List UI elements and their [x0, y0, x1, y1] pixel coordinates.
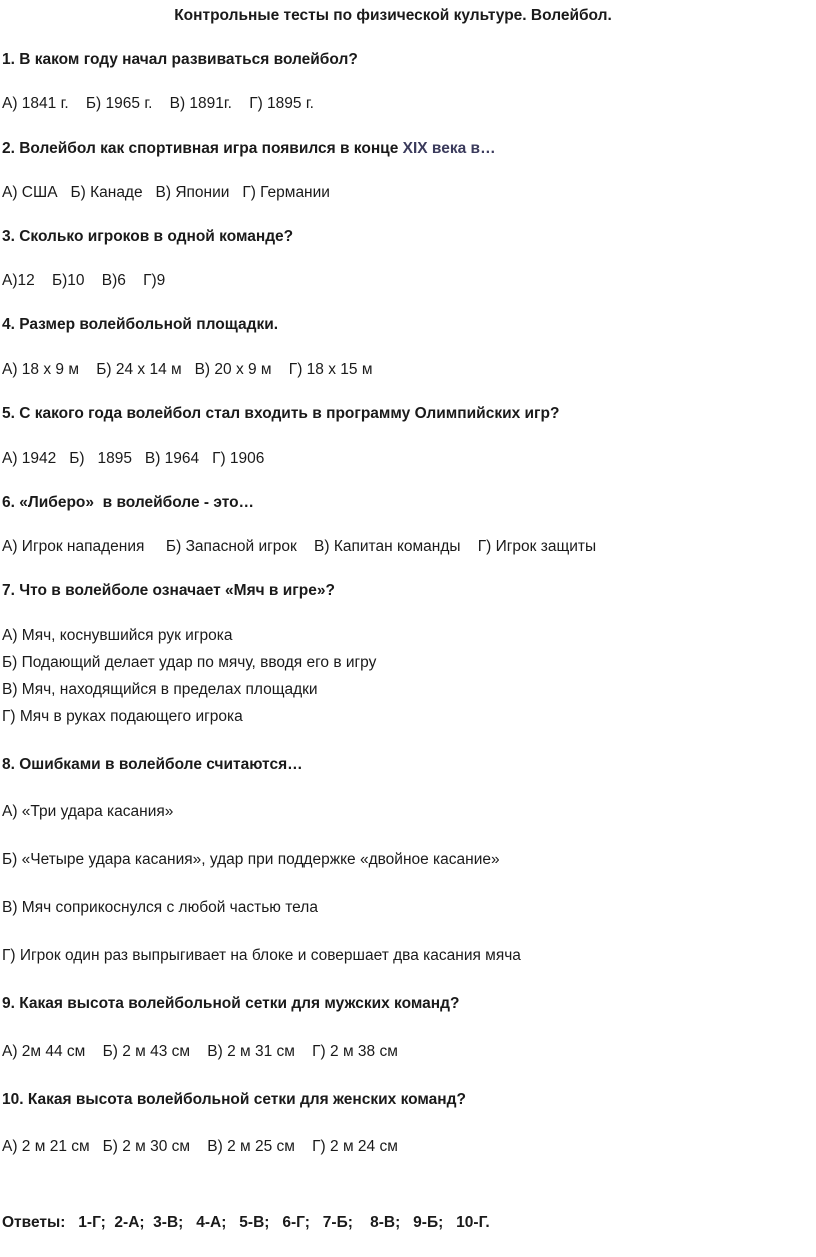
answers-3: А)12 Б)10 В)6 Г)9: [2, 272, 166, 289]
answer-8c: В) Мяч соприкоснулся с любой частью тела: [2, 899, 318, 916]
answers-5: А) 1942 Б) 1895 В) 1964 Г) 1906: [2, 450, 265, 467]
answer-8d: Г) Игрок один раз выпрыгивает на блоке и совершает два касания мяча: [2, 947, 521, 964]
answers-2: А) США Б) Канаде В) Японии Г) Германии: [2, 184, 330, 201]
question-3: 3. Сколько игроков в одной команде?: [2, 228, 294, 245]
answers-1: А) 1841 г. Б) 1965 г. В) 1891г. Г) 1895 г.: [2, 95, 314, 112]
answer-8a: А) «Три удара касания»: [2, 803, 174, 820]
question-8: 8. Ошибками в волейболе считаются…: [2, 756, 303, 773]
question-4: 4. Размер волейбольной площадки.: [2, 316, 279, 333]
answer-7c: В) Мяч, находящийся в пределах площадки: [2, 681, 318, 698]
question-10: 10. Какая высота волейбольной сетки для женских команд?: [2, 1091, 466, 1108]
answer-7b: Б) Подающий делает удар по мячу, вводя его в игру: [2, 654, 377, 671]
question-7: 7. Что в волейболе означает «Мяч в игре»?: [2, 582, 335, 599]
answers-10: А) 2 м 21 см Б) 2 м 30 см В) 2 м 25 см Г) 2 м 24 см: [2, 1138, 398, 1155]
answers-4: А) 18 х 9 м Б) 24 х 14 м В) 20 х 9 м Г) 18 х 15 м: [2, 361, 373, 378]
question-5: 5. С какого года волейбол стал входить в программу Олимпийских игр?: [2, 405, 560, 422]
question-2-highlight: XIX века в…: [402, 140, 496, 157]
question-9: 9. Какая высота волейбольной сетки для мужских команд?: [2, 995, 460, 1012]
answer-7a: А) Мяч, коснувшийся рук игрока: [2, 627, 233, 644]
answers-9: А) 2м 44 см Б) 2 м 43 см В) 2 м 31 см Г) 2 м 38 см: [2, 1043, 398, 1060]
answer-key: Ответы: 1-Г; 2-А; 3-В; 4-А; 5-В; 6-Г; 7-Б; 8-В; 9-Б; 10-Г.: [2, 1214, 490, 1231]
question-2-text: 2. Волейбол как спортивная игра появился в конце: [2, 140, 403, 157]
answer-8b: Б) «Четыре удара касания», удар при поддержке «двойное касание»: [2, 851, 500, 868]
document-title: Контрольные тесты по физической культуре. Волейбол.: [174, 7, 612, 24]
question-1: 1. В каком году начал развиваться волейбол?: [2, 51, 358, 68]
question-2: [2, 139, 496, 159]
answers-6: А) Игрок нападения Б) Запасной игрок В) Капитан команды Г) Игрок защиты: [2, 538, 597, 555]
question-6: 6. «Либеро» в волейболе - это…: [2, 494, 255, 511]
answer-7d: Г) Мяч в руках подающего игрока: [2, 708, 243, 725]
